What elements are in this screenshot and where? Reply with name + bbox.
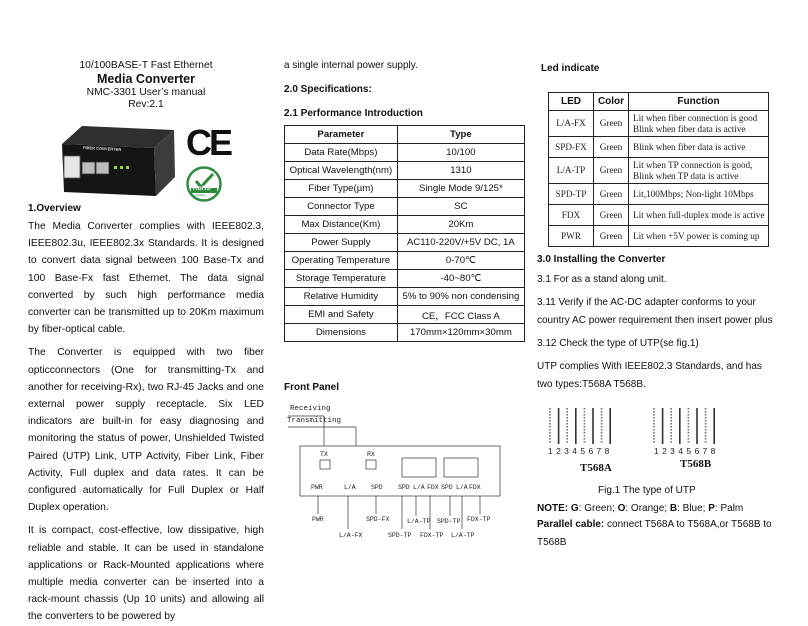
- callout-la-fx: L/A-FX: [339, 532, 363, 539]
- utp-pinout-figure: [544, 404, 724, 450]
- receiving-label: Receiving: [290, 405, 331, 413]
- step-3-11: 3.11 Verify if the AC-DC adapter conforms to your country AC power requirement then insert power plus: [537, 297, 773, 326]
- spec-table-header: [285, 126, 525, 144]
- panel-led-la-3: L/A: [456, 484, 468, 491]
- callout-la-tp: L/A-TP: [407, 518, 431, 525]
- overview-paragraph-1: The Media Converter complies with IEEE802.3, IEEE802.3u, IEEE802.3x Standards. It is designed to convert data signal between 100 Base-Tx and 100 Base-Fx fast Ethernet. The data signal converted by such high performance media converter can be transmitted up to 20Km maximum by fiber-optical cable.: [28, 221, 264, 336]
- led-row: [549, 111, 769, 137]
- note-label: NOTE:: [537, 503, 569, 514]
- panel-led-pwr: PWR: [311, 484, 323, 491]
- led-color: Green: [594, 205, 629, 226]
- led-table-header: [549, 93, 769, 111]
- overview-paragraph-2: The Converter is equipped with two fiber opticconnectors (One for transmitting-Tx and another for receiving-Rx), two RJ-45 Jacks and one external power supply receptacle. Six LED indicators are built-in for easy diagnosing and monitoring the status of power, Unshielded Twisted Paired (UTP) Link, UTP Activity, Fiber Link, Fiber Activity, Full duplex and data rates. It can be configured automatically for Full Duplex or Half Duplex operation.: [28, 347, 264, 514]
- callout-spd-fx: SPD-FX: [366, 516, 390, 523]
- spec-parameter: Storage Temperature: [285, 270, 398, 288]
- led-name: SPD-FX: [549, 137, 594, 158]
- step-3-1: 3.1 For as a stand along unit.: [537, 274, 667, 285]
- panel-led-spd: SPD: [371, 484, 383, 491]
- spec-table: [284, 125, 525, 342]
- model-line: NMC-3301 User’s manual: [86, 87, 206, 98]
- t568a-pin-numbers: 1 2 3 4 5 6 7 8: [548, 446, 610, 456]
- header-line1: 10/100BASE-T Fast Ethernet: [79, 60, 213, 71]
- rohs-sublabel: Compliant: [192, 193, 206, 197]
- spec-row: [285, 144, 525, 162]
- note-key-o: O: [617, 503, 626, 514]
- spec-value: 170mm×120mm×30mm: [397, 324, 524, 342]
- spec-parameter: Fiber Type(µm): [285, 180, 398, 198]
- led-row: [549, 137, 769, 158]
- spec-parameter: Connector Type: [285, 198, 398, 216]
- led-color: Green: [594, 137, 629, 158]
- figure-caption: Fig.1 The type of UTP: [598, 485, 696, 496]
- spec-parameter: Power Supply: [285, 234, 398, 252]
- spec-row: [285, 234, 525, 252]
- led-name: PWR: [549, 226, 594, 247]
- spec-parameter: EMI and Safety: [285, 306, 398, 324]
- led-table: [548, 92, 769, 247]
- led-row: [549, 226, 769, 247]
- spec-value: Single Mode 9/125*: [397, 180, 524, 198]
- spec-value: SC: [397, 198, 524, 216]
- panel-led-la-2: L/A: [413, 484, 425, 491]
- note-line: NOTE: G: Green; O: Orange; B: Blue; P: Palm: [537, 503, 744, 514]
- led-name: FDX: [549, 205, 594, 226]
- rx-label: RX: [367, 451, 375, 458]
- step-3-12: 3.12 Check the type of UTP(se fig.1): [537, 338, 699, 349]
- front-panel-heading: Front Panel: [284, 382, 340, 393]
- note-key-g: G: [570, 503, 579, 514]
- panel-led-la: L/A: [344, 484, 356, 491]
- revision: Rev:2.1: [128, 99, 164, 110]
- t568b-pin-numbers: 1 2 3 4 5 6 7 8: [654, 446, 716, 456]
- note-value-g: Green;: [581, 503, 618, 514]
- led-name: L/A-TP: [549, 158, 594, 184]
- tx-label: TX: [320, 451, 328, 458]
- spec-header-parameter: Parameter: [285, 126, 398, 144]
- rohs-label: RoHS: [193, 185, 211, 192]
- spec-value: 20Km: [397, 216, 524, 234]
- note-key-p: P: [708, 503, 715, 514]
- callout-spd-tp-2: SPD-TP: [437, 518, 461, 525]
- t568b-label: T568B: [680, 458, 712, 470]
- callout-spd-tp: SPD-TP: [388, 532, 412, 539]
- led-function: Lit when fiber connection is good Blink when fiber data is active: [629, 111, 769, 137]
- parallel-cable-note: [537, 516, 777, 552]
- spec-value: 1310: [397, 162, 524, 180]
- note-value-p: Palm: [717, 503, 744, 514]
- spec-row: [285, 306, 525, 324]
- led-row: [549, 158, 769, 184]
- spec-row: [285, 216, 525, 234]
- spec-row: [285, 324, 525, 342]
- parallel-text: connect T568A to T568A,or T568B to T568B: [537, 519, 772, 548]
- spec-value: 0-70℃: [397, 252, 524, 270]
- spec-row: [285, 198, 525, 216]
- spec-row: [285, 252, 525, 270]
- callout-pwr: PWR: [312, 516, 324, 523]
- spec-parameter: Data Rate(Mbps): [285, 144, 398, 162]
- parallel-label: Parallel cable:: [537, 519, 605, 530]
- specifications-heading: 2.0 Specifications:: [284, 84, 372, 95]
- spec-row: [285, 270, 525, 288]
- device-label: FIBER CONVERTER: [82, 145, 122, 152]
- panel-led-fdx-2: FDX: [469, 484, 481, 491]
- panel-led-spd-2: SPD: [398, 484, 410, 491]
- panel-led-fdx: FDX: [427, 484, 439, 491]
- note-value-o: Orange;: [628, 503, 670, 514]
- spec-row: [285, 288, 525, 306]
- spec-header-type: Type: [397, 126, 524, 144]
- doc-title: Media Converter: [97, 72, 195, 86]
- spec-parameter: Relative Humidity: [285, 288, 398, 306]
- installing-section: [537, 254, 777, 394]
- callout-la-tp-2: L/A-TP: [451, 532, 475, 539]
- manual-header: [28, 60, 264, 110]
- led-function: Lit when +5V power is coming up: [629, 226, 769, 247]
- panel-led-spd-3: SPD: [441, 484, 453, 491]
- led-color: Green: [594, 226, 629, 247]
- spec-row: [285, 180, 525, 198]
- spec-parameter: Optical Wavelength(nm): [285, 162, 398, 180]
- led-header-color: Color: [594, 93, 629, 111]
- installing-heading: 3.0 Installing the Converter: [537, 254, 666, 265]
- overview-section: [28, 203, 264, 626]
- led-header-led: LED: [549, 93, 594, 111]
- spec-value: 5% to 90% non condensing: [397, 288, 524, 306]
- spec-value: AC110-220V/+5V DC, 1A: [397, 234, 524, 252]
- spec-value: 10/100: [397, 144, 524, 162]
- led-function: Lit when TP connection is good, Blink when TP data is active: [629, 158, 769, 184]
- led-name: L/A-FX: [549, 111, 594, 137]
- device-illustration: [56, 122, 178, 206]
- led-row: [549, 205, 769, 226]
- spec-parameter: Max Distance(Km): [285, 216, 398, 234]
- transmitting-label: Transmitting: [287, 417, 342, 425]
- utp-text: UTP complies With IEEE802.3 Standards, and has two types:T568A T568B.: [537, 361, 762, 390]
- led-color: Green: [594, 111, 629, 137]
- t568a-label: T568A: [580, 462, 612, 474]
- led-header-function: Function: [629, 93, 769, 111]
- callout-fdx-tp-2: FDX-TP: [467, 516, 491, 523]
- spec-value: -40~80℃: [397, 270, 524, 288]
- led-color: Green: [594, 184, 629, 205]
- led-heading: Led indicate: [541, 63, 600, 74]
- overview-paragraph-3: It is compact, cost-effective, low dissipative, high reliable and stable. It can be used in standalone applications or Rack-Mounted applications where multiple media converter can be inserted into a rack-mount chassis (Up 10 units) and allowing all the converters to be powered by: [28, 525, 264, 623]
- callout-fdx-tp: FDX-TP: [420, 532, 444, 539]
- note-key-b: B: [669, 503, 678, 514]
- led-name: SPD-TP: [549, 184, 594, 205]
- column-2: [284, 60, 524, 119]
- spec-parameter: Operating Temperature: [285, 252, 398, 270]
- performance-heading: 2.1 Performance Introduction: [284, 108, 423, 119]
- overview-heading: 1.Overview: [28, 203, 81, 214]
- spec-value: CE，FCC Class A: [397, 306, 524, 324]
- spec-row: [285, 162, 525, 180]
- led-function: Blink when fiber data is active: [629, 137, 769, 158]
- note-value-b: Blue;: [679, 503, 709, 514]
- led-function: Lit when full-duplex mode is active: [629, 205, 769, 226]
- spec-parameter: Dimensions: [285, 324, 398, 342]
- led-row: [549, 184, 769, 205]
- led-function: Lit,100Mbps; Non-light 10Mbps: [629, 184, 769, 205]
- led-color: Green: [594, 158, 629, 184]
- continued-text: a single internal power supply.: [284, 60, 418, 71]
- ce-mark-icon: CE: [186, 122, 231, 163]
